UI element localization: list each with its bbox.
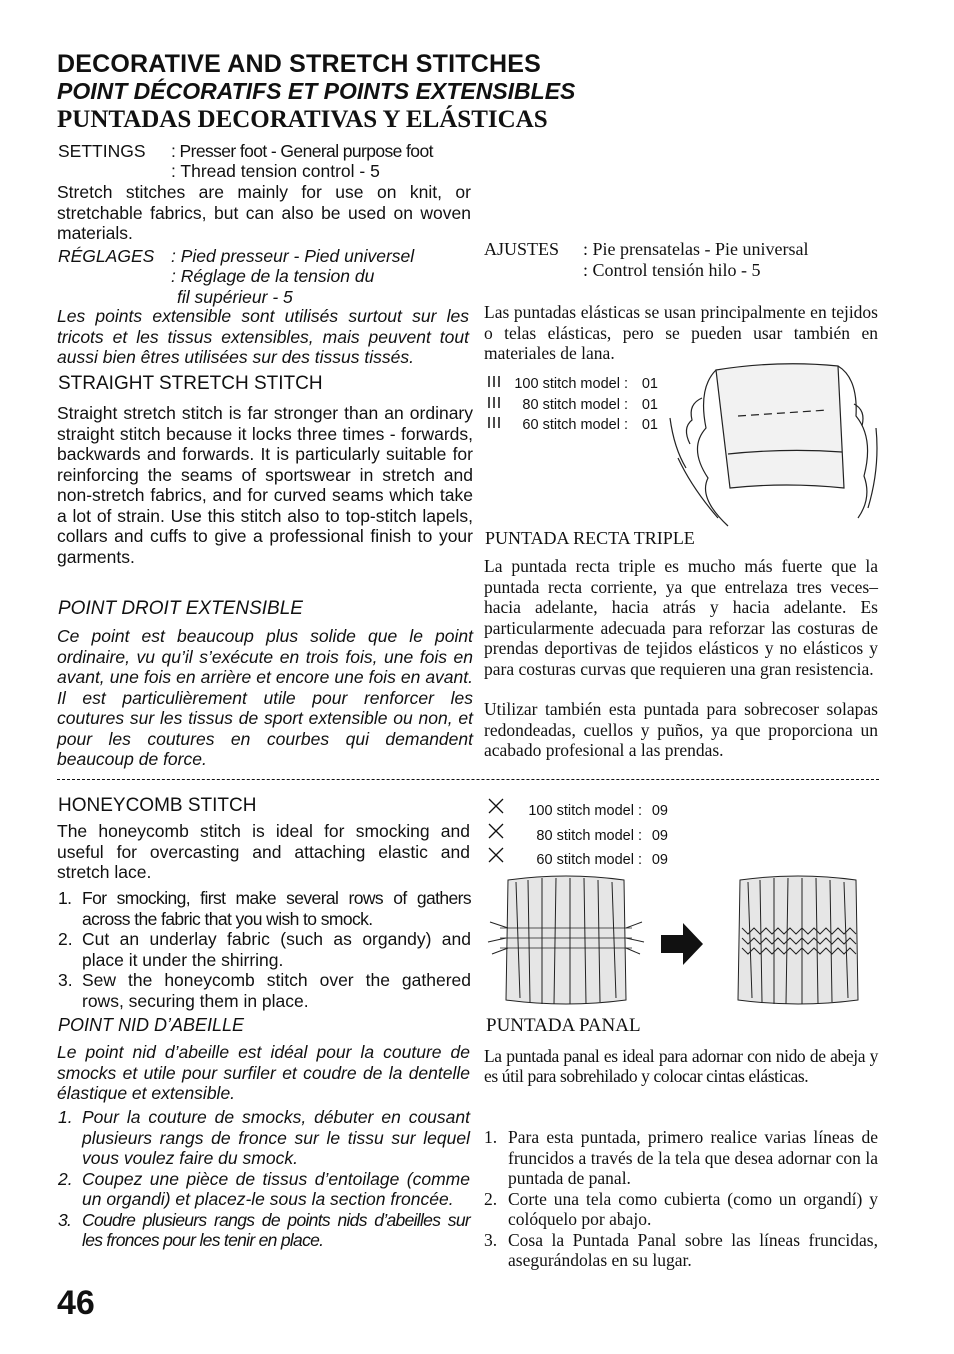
straight-model-value: 01 bbox=[641, 396, 658, 413]
honeycomb-model-label: 60 stitch model : bbox=[536, 852, 642, 868]
list-item: 2. Cut an underlay fabric (such as organdy) and place it under the shirring. bbox=[58, 929, 471, 970]
settings-fr-line3: fil supérieur - 5 bbox=[177, 287, 293, 307]
settings-fr-line1: : Pied presseur - Pied universel bbox=[171, 246, 415, 266]
straight-model-label: 80 stitch model : bbox=[522, 396, 628, 413]
straight-body-fr: Ce point est beaucoup plus solide que le point ordinaire, vu qu’il s’exécute en trois fois, une fois en avant, une fois en arrière et encore une fois en avant. Il est particulièrement utile pour renforcer les coutures sur les tissus de sport extensible ou non, et pour les coutures en courbes qui demandent beaucoup de force. bbox=[57, 626, 473, 769]
hands-stretching-fabric-illustration bbox=[668, 358, 880, 528]
list-item: 3. Cosa la Puntada Panal sobre las líneas fruncidas, asegurándolas en su lugar. bbox=[484, 1229, 878, 1270]
straight-title-en: STRAIGHT STRETCH STITCH bbox=[58, 373, 323, 394]
straight-title-fr: POINT DROIT EXTENSIBLE bbox=[58, 598, 303, 619]
honeycomb-model-label: 100 stitch model : bbox=[528, 803, 642, 819]
honeycomb-body-en: The honeycomb stitch is ideal for smocking and useful for overcasting and attaching elastic and stretch lace. bbox=[57, 821, 470, 882]
honeycomb-model-row bbox=[486, 797, 668, 822]
settings-fr-line2: : Réglage de la tension du bbox=[171, 266, 375, 286]
honeycomb-steps-es bbox=[484, 1127, 878, 1271]
honeycomb-model-value: 09 bbox=[651, 803, 668, 819]
straight-model-label: 60 stitch model : bbox=[522, 417, 628, 433]
honeycomb-body-es: La puntada panal es ideal para adornar con nido de abeja y es útil para sobrehilado y colocar cintas elásticas. bbox=[484, 1046, 878, 1086]
straight-body-es-2: Utilizar también esta puntada para sobrecoser solapas redondeadas, cuellos y puños, ya que proporciona un acabado profesional a las prendas. bbox=[484, 699, 878, 760]
straight-model-value: 01 bbox=[641, 376, 658, 392]
list-item: 1. For smocking, first make several rows of gathers across the fabric that you wish to smock. bbox=[58, 888, 471, 929]
straight-model-label: 100 stitch model : bbox=[514, 376, 628, 392]
smocked-fabric-illustration bbox=[718, 872, 878, 1012]
honeycomb-stitch-models bbox=[486, 797, 668, 871]
honeycomb-body-fr: Le point nid d’abeille est idéal pour la couture de smocks et utile pour surfiler et coudre de la dentelle élastique et extensible. bbox=[57, 1042, 470, 1103]
honeycomb-title-es: PUNTADA PANAL bbox=[486, 1015, 641, 1036]
straight-model-row bbox=[486, 415, 658, 436]
intro-fr: Les points extensible sont utilisés surtout sur les tricots et les tissus extensibles, mais peuvent tout aussi bien êtres utilisées sur des tissus tissés. bbox=[57, 306, 469, 367]
straight-body-en: Straight stretch stitch is far stronger than an ordinary straight stitch because it locks three times - forwards, backwards and forwards. It is particularly suitable for reinforcing the seams of sportswear in stretch and non-stretch fabrics, and for curved seams which take a lot of strain. Use this stitch also to top-stitch lapels, collars and cuffs to give a professional finish to your garments. bbox=[57, 403, 473, 567]
list-item: 2. Coupez une pièce de tissus d’entoilage (comme un organdi) et placez-le sous la section froncée. bbox=[58, 1168, 470, 1209]
list-item: 2. Corte una tela como cubierta (como un organdí) y colóquelo por abajo. bbox=[484, 1188, 878, 1229]
settings-es-label: AJUSTES bbox=[484, 239, 560, 259]
honeycomb-title-fr: POINT NID D’ABEILLE bbox=[58, 1015, 245, 1035]
straight-model-row bbox=[486, 374, 658, 395]
honeycomb-model-label: 80 stitch model : bbox=[536, 827, 642, 844]
straight-model-row bbox=[486, 395, 658, 416]
section-divider bbox=[57, 779, 879, 780]
honeycomb-stitch-icon bbox=[486, 822, 506, 840]
honeycomb-stitch-icon bbox=[486, 797, 506, 815]
honeycomb-stitch-icon bbox=[486, 846, 506, 864]
list-item: 3. Sew the honeycomb stitch over the gathered rows, securing them in place. bbox=[58, 970, 471, 1011]
triple-straight-stitch-icon bbox=[486, 374, 502, 388]
straight-title-es: PUNTADA RECTA TRIPLE bbox=[485, 528, 695, 548]
straight-body-es-1: La puntada recta triple es mucho más fuerte que la puntada recta corriente, ya que entrelaza tres veces–hacia adelante, hacia atrás y hacia adelante. Es particularmente adecuada para reforzar las costuras de prendas deportivas de tejidos elásticos y no elásticos y para costuras curvas que requieren una gran resistencia. bbox=[484, 556, 878, 679]
settings-en-row1 bbox=[58, 141, 433, 161]
settings-es-row1 bbox=[484, 239, 809, 259]
settings-es-line2: : Control tensión hilo - 5 bbox=[583, 260, 761, 280]
heading-en: DECORATIVE AND STRETCH STITCHES bbox=[57, 50, 541, 78]
list-item: 1. Pour la couture de smocks, débuter en cousant plusieurs rangs de fronce sur le tissu sur lequel vous voulez faire du smock. bbox=[58, 1107, 470, 1168]
settings-es-line1: : Pie prensatelas - Pie universal bbox=[583, 239, 809, 259]
honeycomb-model-row bbox=[486, 822, 668, 847]
straight-model-value: 01 bbox=[641, 417, 658, 433]
settings-fr-label: RÉGLAGES bbox=[58, 246, 155, 266]
triple-straight-stitch-icon bbox=[486, 415, 502, 429]
list-item: 3. Coudre plusieurs rangs de points nids d’abeilles sur les fronces pour les tenir en place. bbox=[58, 1209, 470, 1250]
intro-es: Las puntadas elásticas se usan principalmente en tejidos o telas elásticas, pero se pueden usar también en materiales de lana. bbox=[484, 302, 878, 363]
intro-en: Stretch stitches are mainly for use on knit, or stretchable fabrics, but can also be used on woven materials. bbox=[57, 182, 471, 243]
settings-en-line1: : Presser foot - General purpose foot bbox=[171, 141, 433, 161]
settings-fr-row1 bbox=[58, 246, 415, 266]
triple-straight-stitch-icon bbox=[486, 395, 502, 409]
honeycomb-model-row bbox=[486, 846, 668, 871]
arrow-right-icon bbox=[659, 921, 705, 967]
settings-en-label: SETTINGS bbox=[58, 141, 146, 161]
honeycomb-steps-en bbox=[58, 888, 471, 1011]
page-number: 46 bbox=[57, 1284, 95, 1322]
honeycomb-steps-fr bbox=[58, 1107, 470, 1251]
list-item: 1. Para esta puntada, primero realice varias líneas de fruncidos a través de la tela que desea adornar con la puntada de panal. bbox=[484, 1127, 878, 1188]
honeycomb-model-value: 09 bbox=[651, 827, 668, 844]
honeycomb-title-en: HONEYCOMB STITCH bbox=[58, 795, 257, 816]
heading-es: PUNTADAS DECORATIVAS Y ELÁSTICAS bbox=[57, 106, 548, 133]
heading-fr: POINT DÉCORATIFS ET POINTS EXTENSIBLES bbox=[57, 78, 576, 104]
settings-en-line2: : Thread tension control - 5 bbox=[171, 161, 380, 181]
honeycomb-model-value: 09 bbox=[651, 852, 668, 868]
straight-stitch-models bbox=[486, 374, 658, 436]
gathered-fabric-illustration bbox=[486, 872, 646, 1012]
